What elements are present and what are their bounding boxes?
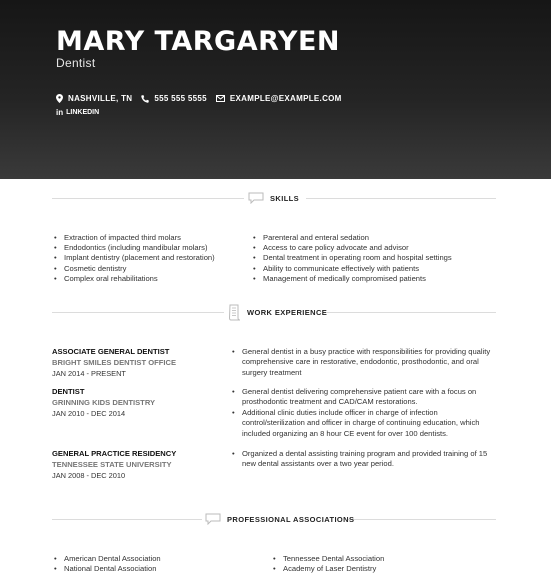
phone-icon <box>141 95 149 103</box>
experience-divider-right <box>326 312 496 313</box>
experience-divider-left <box>52 312 224 313</box>
speech-bubble-icon <box>205 513 221 525</box>
list-item: • Tennessee Dental Association <box>272 554 384 564</box>
list-item: • Implant dentistry (placement and restoration) <box>53 253 215 263</box>
list-item: • National Dental Association <box>53 564 161 574</box>
job-entry-2 <box>52 386 232 419</box>
skills-list-left <box>53 233 215 284</box>
job-dates: JAN 2008 - DEC 2010 <box>52 471 126 480</box>
list-item: • Endodontics (including mandibular molars) <box>53 243 215 253</box>
list-item: • Access to care policy advocate and advisor <box>252 243 452 253</box>
envelope-icon <box>216 95 225 102</box>
associations-divider-right <box>348 519 496 520</box>
job-dates: JAN 2010 - DEC 2014 <box>52 409 126 418</box>
contact-phone <box>141 94 207 103</box>
associations-divider-left <box>52 519 202 520</box>
associations-list-left <box>53 554 161 574</box>
email-text: EXAMPLE@EXAMPLE.COM <box>229 94 342 103</box>
experience-heading <box>228 303 327 321</box>
job-company: TENNESSEE STATE UNIVERSITY <box>52 460 172 469</box>
linkedin-text: LINKEDIN <box>66 109 100 116</box>
map-pin-icon <box>56 94 63 103</box>
list-item: • Additional clinic duties include officer in charge of infection control/sterilization and officer in charge of continuing education, which included organizing an 8 hour CE event for over 100 dentists. <box>231 408 501 439</box>
experience-title: WORK EXPERIENCE <box>247 307 328 317</box>
list-item: • Organized a dental assisting training program and provided training of 15 new dental assistants over a two year period. <box>231 449 501 470</box>
linkedin-icon: in <box>56 108 64 117</box>
skills-title: SKILLS <box>270 193 300 203</box>
skills-list-right <box>252 233 452 284</box>
job-title: ASSOCIATE GENERAL DENTIST <box>52 347 170 356</box>
associations-list-right <box>272 554 384 574</box>
contact-email[interactable] <box>216 94 342 103</box>
list-item: • Management of medically compromised patients <box>252 274 452 284</box>
phone-text: 555 555 5555 <box>154 94 207 103</box>
list-item: • General dentist delivering comprehensive patient care with a focus on prosthodontic treatment and CAD/CAM restorations. <box>231 387 501 408</box>
scroll-icon <box>228 304 241 321</box>
skills-divider-left <box>52 198 244 199</box>
candidate-title: Dentist <box>56 56 96 70</box>
job-entry-3 <box>52 448 232 481</box>
list-item: • Extraction of impacted third molars <box>53 233 215 243</box>
job-duties-3 <box>231 449 501 470</box>
list-item: • American Dental Association <box>53 554 161 564</box>
candidate-name: MARY TARGARYEN <box>56 26 341 57</box>
list-item: • Parenteral and enteral sedation <box>252 233 452 243</box>
list-item: • Dental treatment in operating room and hospital settings <box>252 253 452 263</box>
job-entry-1 <box>52 346 232 379</box>
contact-location <box>56 94 132 103</box>
list-item: • Complex oral rehabilitations <box>53 274 215 284</box>
location-text: NASHVILLE, TN <box>68 94 133 103</box>
job-dates: JAN 2014 - PRESENT <box>52 369 126 378</box>
resume-header <box>0 0 551 179</box>
list-item: • General dentist in a busy practice with responsibilities for providing quality comprehensive care in restorative, endodontic, prosthodontic, and oral surgery treatment <box>231 347 501 378</box>
contact-info <box>56 94 351 103</box>
associations-title: PROFESSIONAL ASSOCIATIONS <box>227 514 355 524</box>
job-title: DENTIST <box>52 387 85 396</box>
job-duties-2 <box>231 387 501 439</box>
job-company: BRIGHT SMILES DENTIST OFFICE <box>52 358 177 367</box>
job-duties-1 <box>231 347 501 378</box>
associations-heading <box>205 512 354 526</box>
speech-bubble-icon <box>248 192 264 204</box>
list-item: • Cosmetic dentistry <box>53 264 215 274</box>
list-item: • Academy of Laser Dentistry <box>272 564 384 574</box>
job-company: GRINNING KIDS DENTISTRY <box>52 398 156 407</box>
list-item: • Ability to communicate effectively with patients <box>252 264 452 274</box>
skills-heading <box>248 191 299 205</box>
linkedin-link[interactable] <box>56 108 99 117</box>
job-title: GENERAL PRACTICE RESIDENCY <box>52 449 177 458</box>
skills-divider-right <box>306 198 496 199</box>
